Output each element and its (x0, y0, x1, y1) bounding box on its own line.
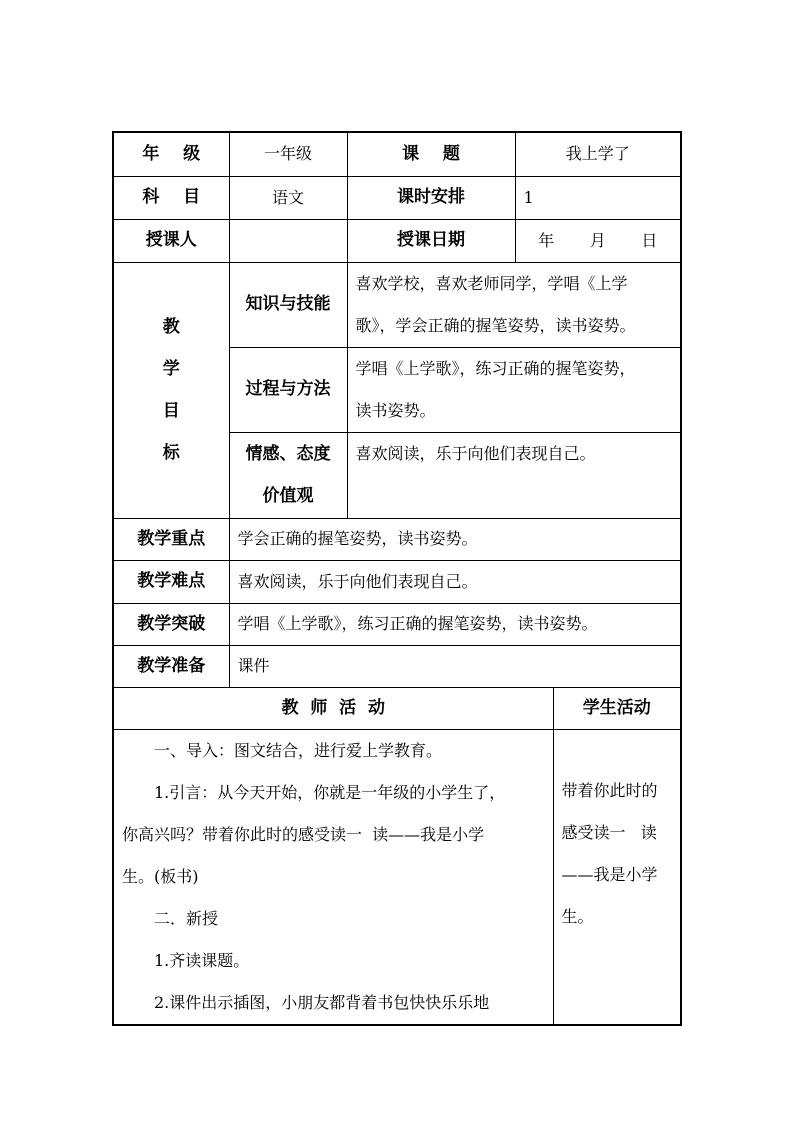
subject-value: 语文 (229, 176, 347, 219)
difficulty-value: 喜欢阅读，乐于向他们表现自己。 (229, 560, 681, 603)
objectives-label-char: 标 (162, 443, 180, 463)
objective-emotion-label (229, 432, 347, 518)
objectives-label-char: 教 (162, 317, 180, 337)
objectives-label (113, 262, 229, 518)
breakthrough-value: 学唱《上学歌》，练习正确的握笔姿势，读书姿势。 (229, 603, 681, 645)
text-line: 歌》，学会正确的握笔姿势，读书姿势。 (355, 315, 636, 335)
date-value: 年 月 日 (515, 219, 681, 262)
objectives-label-char: 目 (162, 401, 180, 421)
label-line: 价值观 (262, 486, 314, 506)
grade-value: 一年级 (229, 132, 347, 176)
objective-process-label: 过程与方法 (229, 347, 347, 432)
teacher-line: 1.引言：从今天开始，你就是一年级的小学生了， (154, 782, 506, 802)
teacher-line: 一、导入：图文结合，进行爱上学教育。 (154, 740, 443, 760)
topic-value: 我上学了 (515, 132, 681, 176)
objective-knowledge-label: 知识与技能 (229, 262, 347, 347)
topic-label: 课 题 (347, 132, 515, 176)
label-line: 情感、态度 (245, 444, 331, 464)
breakthrough-label: 教学突破 (113, 603, 229, 645)
text-line: 学唱《上学歌》，练习正确的握笔姿势， (355, 358, 636, 378)
teacher-line: 生。(板书) (122, 866, 199, 886)
text-line: 喜欢学校，喜欢老师同学，学唱《上学 (355, 273, 628, 293)
hours-label: 课时安排 (347, 176, 515, 219)
lesson-plan-table (112, 131, 682, 1026)
teacher-line: 1.齐读课题。 (154, 950, 250, 970)
preparation-value: 课件 (229, 645, 681, 687)
date-label: 授课日期 (347, 219, 515, 262)
teacher-value (229, 219, 347, 262)
student-line: ——我是小学 (561, 864, 658, 884)
teacher-activity-content (113, 729, 553, 1025)
subject-label: 科 目 (113, 176, 229, 219)
student-line: 感受读一 读 (561, 822, 657, 842)
key-point-label: 教学重点 (113, 518, 229, 560)
student-activity-header: 学生活动 (553, 687, 681, 729)
grade-label: 年 级 (113, 132, 229, 176)
teacher-activity-header: 教 师 活 动 (113, 687, 553, 729)
teacher-label: 授课人 (113, 219, 229, 262)
difficulty-label: 教学难点 (113, 560, 229, 603)
hours-value: 1 (515, 176, 681, 219)
key-point-value: 学会正确的握笔姿势，读书姿势。 (229, 518, 681, 560)
objective-process-text (347, 347, 681, 432)
text-line: 读书姿势。 (355, 400, 436, 420)
student-activity-content (553, 729, 681, 1025)
preparation-label: 教学准备 (113, 645, 229, 687)
objectives-label-char: 学 (162, 359, 180, 379)
teacher-line: 二．新授 (154, 908, 219, 928)
teacher-line: 你高兴吗？带着你此时的感受读一 读——我是小学 (122, 824, 485, 844)
text-line: 喜欢阅读，乐于向他们表现自己。 (355, 443, 596, 463)
teacher-line: 2.课件出示插图，小朋友都背着书包快快乐乐地 (154, 992, 490, 1012)
objective-knowledge-text (347, 262, 681, 347)
objective-emotion-text (347, 432, 681, 518)
student-line: 带着你此时的 (561, 780, 658, 800)
student-line: 生。 (561, 906, 594, 926)
